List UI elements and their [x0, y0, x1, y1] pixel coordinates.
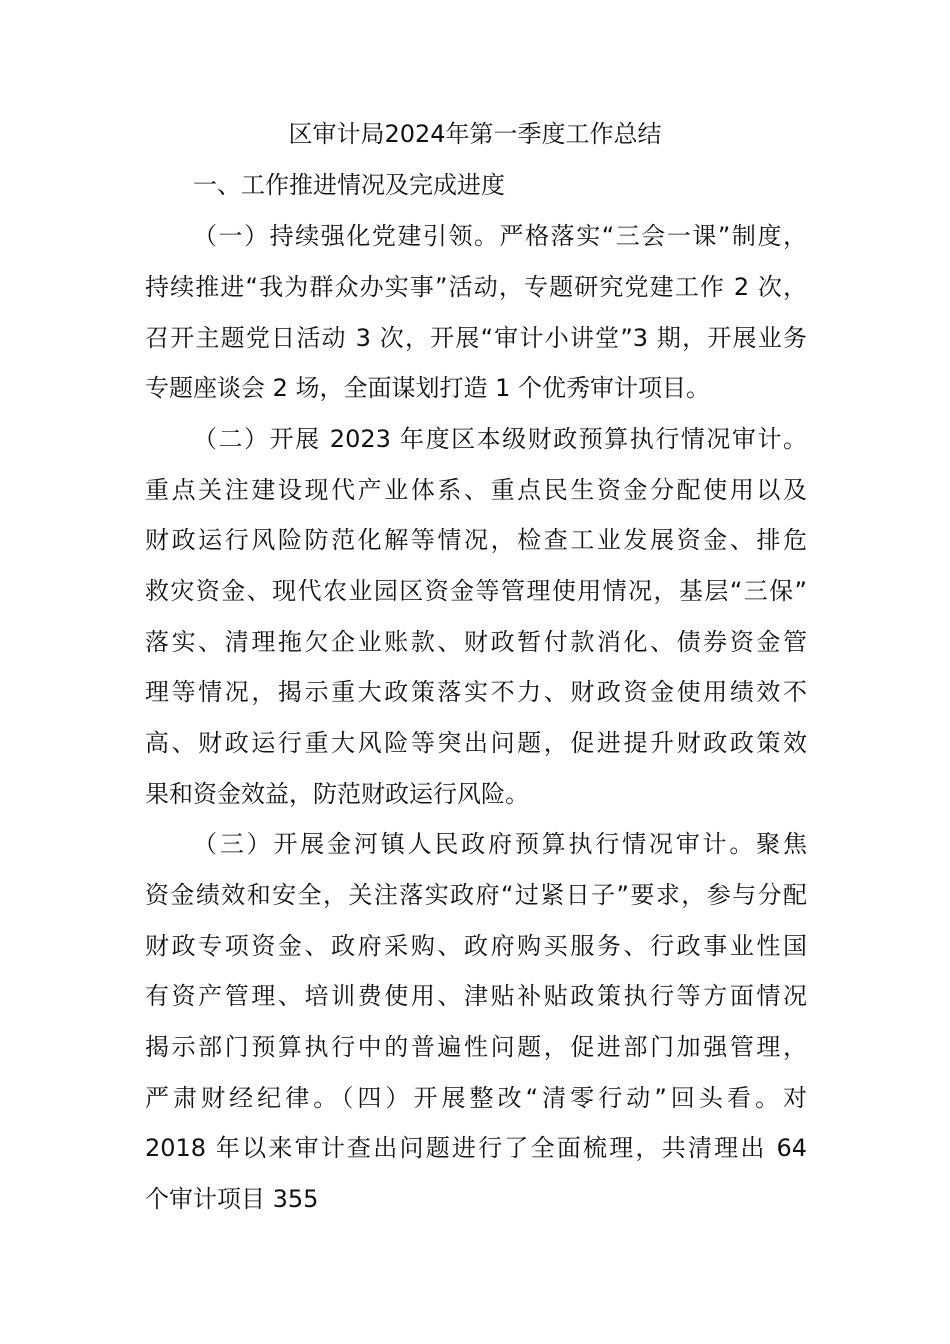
paragraph-line: 有资产管理、培训费使用、津贴补贴政策执行等方面情况 — [145, 982, 807, 1010]
paragraph-line: 个审计项目 355 — [145, 1185, 319, 1213]
document-title: 区审计局2024年第一季度工作总结 — [288, 120, 662, 148]
paragraph-line: 资金绩效和安全，关注落实政府“过紧日子”要求，参与分配 — [145, 881, 807, 909]
paragraph-line: 理等情况，揭示重大政策落实不力、财政资金使用绩效不 — [145, 678, 807, 706]
paragraph-line: 2018 年以来审计查出问题进行了全面梳理，共清理出 64 — [145, 1134, 807, 1162]
paragraph-line: 召开主题党日活动 3 次，开展“审计小讲堂”3 期，开展业务 — [145, 324, 807, 352]
paragraph-line: 高、财政运行重大风险等突出问题，促进提升财政政策效 — [145, 729, 807, 757]
paragraph-line: （一）持续强化党建引领。严格落实“三会一课”制度， — [193, 222, 807, 250]
paragraph-line: （二）开展 2023 年度区本级财政预算执行情况审计。 — [193, 425, 807, 453]
paragraph-line: 持续推进“我为群众办实事”活动，专题研究党建工作 2 次， — [145, 273, 807, 301]
paragraph-line: 落实、清理拖欠企业账款、财政暂付款消化、债券资金管 — [145, 628, 807, 656]
paragraph-line: 专题座谈会 2 场，全面谋划打造 1 个优秀审计项目。 — [145, 374, 711, 402]
paragraph-line: 财政专项资金、政府采购、政府购买服务、行政事业性国 — [145, 932, 807, 960]
section-heading: 一、工作推进情况及完成进度 — [193, 171, 505, 199]
paragraph-line: 重点关注建设现代产业体系、重点民生资金分配使用以及 — [145, 476, 807, 504]
paragraph-line: 严肃财经纪律。（四）开展整改“清零行动”回头看。对 — [145, 1084, 807, 1112]
paragraph-line: （三）开展金河镇人民政府预算执行情况审计。聚焦 — [193, 830, 807, 858]
paragraph-line: 财政运行风险防范化解等情况，检查工业发展资金、排危 — [145, 526, 807, 554]
paragraph-line: 果和资金效益，防范财政运行风险。 — [145, 780, 529, 808]
paragraph-line: 救灾资金、现代农业园区资金等管理使用情况，基层“三保” — [145, 577, 807, 605]
paragraph-line: 揭示部门预算执行中的普遍性问题，促进部门加强管理， — [145, 1033, 807, 1061]
